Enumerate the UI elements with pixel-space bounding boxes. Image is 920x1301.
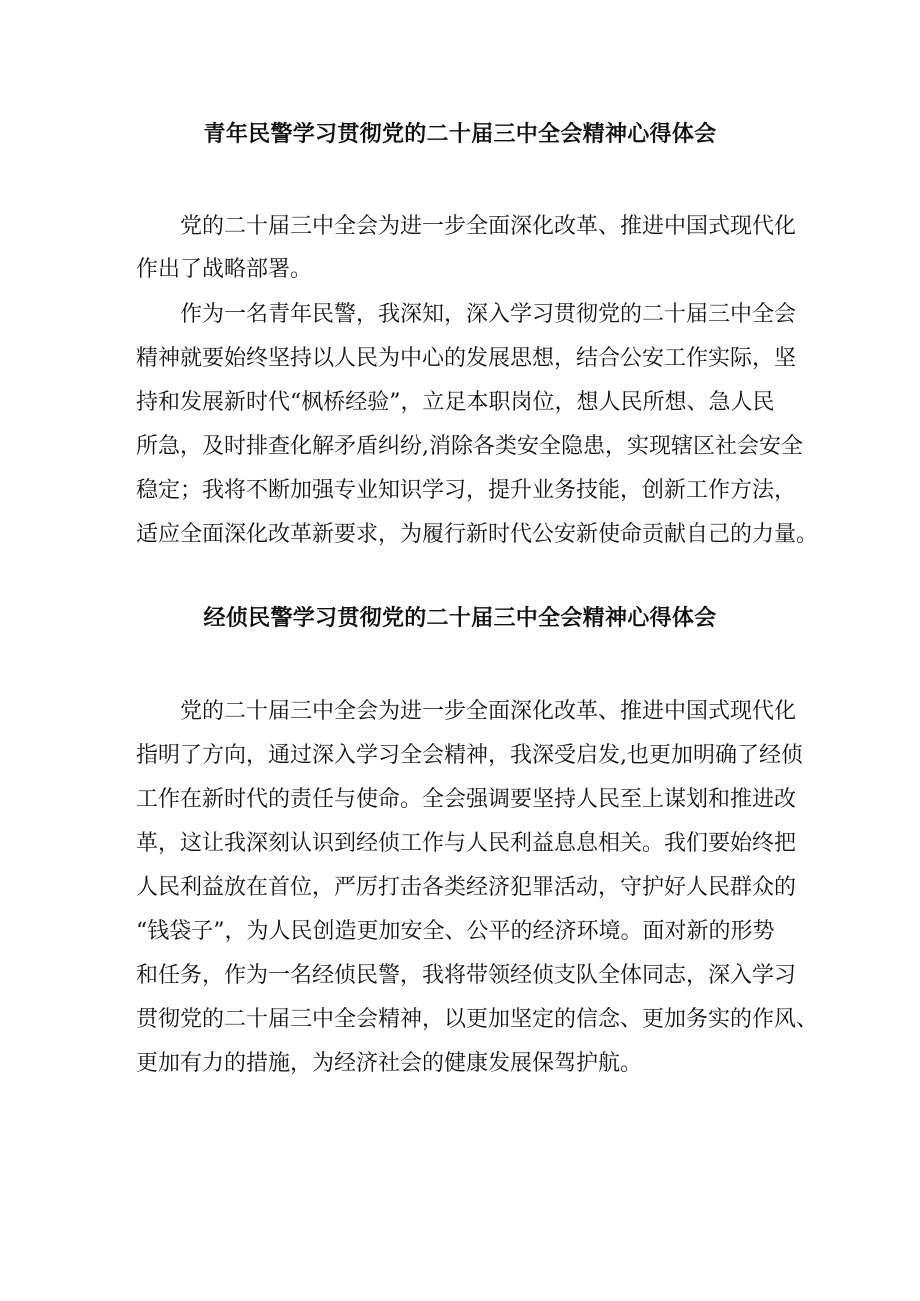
paragraph-line: 和任务，作为一名经侦民警，我将带领经侦支队全体同志，深入学习	[136, 963, 797, 988]
paragraph-line: 精神就要始终坚持以人民为中心的发展思想，结合公安工作实际，坚	[136, 346, 797, 371]
paragraph-line: 稳定；我将不断加强专业知识学习，提升业务技能，创新工作方法，	[136, 478, 797, 503]
section-title-economic-investigation: 经侦民警学习贯彻党的二十届三中全会精神心得体会	[203, 606, 717, 631]
paragraph-line: “钱袋子”，为人民创造更加安全、公平的经济环境。面对新的形势	[136, 919, 775, 944]
paragraph-line: 持和发展新时代“枫桥经验”，立足本职岗位，想人民所想、急人民	[136, 390, 775, 415]
paragraph-line: 作为一名青年民警，我深知，深入学习贯彻党的二十届三中全会	[180, 302, 797, 327]
paragraph-line: 适应全面深化改革新要求，为履行新时代公安新使命贡献自己的力量。	[136, 522, 819, 547]
paragraph-line: 党的二十届三中全会为进一步全面深化改革、推进中国式现代化	[180, 214, 797, 239]
section-title-police-youth: 青年民警学习贯彻党的二十届三中全会精神心得体会	[203, 122, 717, 147]
paragraph-line: 人民利益放在首位，严厉打击各类经济犯罪活动，守护好人民群众的	[136, 875, 797, 900]
paragraph-line: 作出了战略部署。	[136, 257, 313, 282]
paragraph-line: 工作在新时代的责任与使命。全会强调要坚持人民至上谋划和推进改	[136, 787, 797, 812]
paragraph-line: 党的二十届三中全会为进一步全面深化改革、推进中国式现代化	[180, 699, 797, 724]
paragraph-line: 指明了方向，通过深入学习全会精神，我深受启发,也更加明确了经侦	[136, 743, 803, 768]
paragraph-line: 更加有力的措施，为经济社会的健康发展保驾护航。	[136, 1051, 643, 1076]
paragraph-line: 革，这让我深刻认识到经侦工作与人民利益息息相关。我们要始终把	[136, 831, 797, 856]
paragraph-line: 所急，及时排查化解矛盾纠纷,消除各类安全隐患，实现辖区社会安全	[136, 434, 803, 459]
paragraph-line: 贯彻党的二十届三中全会精神，以更加坚定的信念、更加务实的作风、	[136, 1007, 819, 1032]
